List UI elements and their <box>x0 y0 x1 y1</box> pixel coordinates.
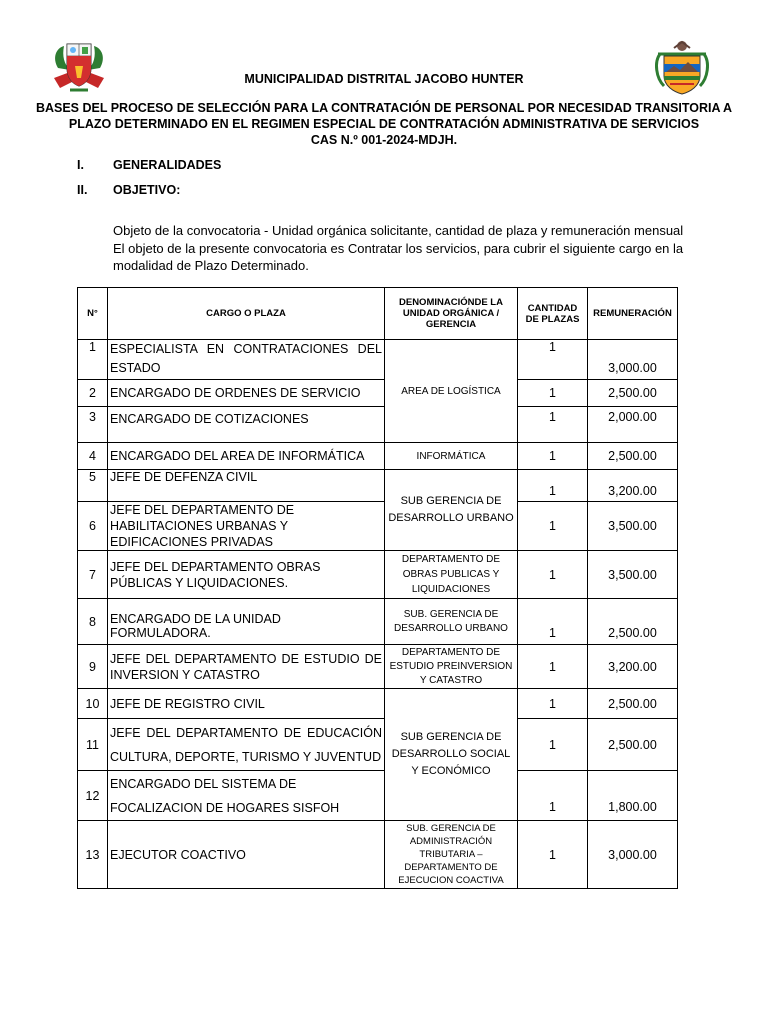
row-unidad: SUB. GERENCIA DE DESARROLLO URBANO <box>385 599 518 645</box>
row-number: 13 <box>78 821 108 889</box>
table-row <box>78 380 678 407</box>
row-unidad: SUB. GERENCIA DE ADMINISTRACIÓN TRIBUTARIA – DEPARTAMENTO DE EJECUCION COACTIVA <box>385 821 518 889</box>
row-cargo: ESPECIALISTA EN CONTRATACIONES DEL ESTADO <box>108 340 385 380</box>
row-number: 10 <box>78 689 108 719</box>
row-number: 4 <box>78 443 108 470</box>
table-row <box>78 719 678 771</box>
row-remuneracion: 3,000.00 <box>588 340 678 380</box>
table-row <box>78 502 678 551</box>
row-number: 11 <box>78 719 108 771</box>
row-remuneracion: 3,000.00 <box>588 821 678 889</box>
row-cantidad: 1 <box>518 719 588 771</box>
header-unidad: DENOMINACIÓNDE LA UNIDAD ORGÁNICA / GERENCIA <box>385 288 518 340</box>
title-line: BASES DEL PROCESO DE SELECCIÓN PARA LA CONTRATACIÓN DE PERSONAL POR NECESIDAD TRANSITORIA A <box>35 101 733 115</box>
header-num: N° <box>78 288 108 340</box>
row-number: 5 <box>78 470 108 502</box>
peru-coat-of-arms-logo <box>50 38 108 96</box>
row-remuneracion: 2,000.00 <box>588 407 678 443</box>
row-cantidad: 1 <box>518 380 588 407</box>
row-cargo: ENCARGADO DE COTIZACIONES <box>108 407 385 443</box>
title-line: CAS N.º 001-2024-MDJH. <box>310 133 458 147</box>
paragraph-line: modalidad de Plazo Determinado. <box>113 258 309 273</box>
table-row <box>78 443 678 470</box>
row-remuneracion: 2,500.00 <box>588 719 678 771</box>
row-cargo: ENCARGADO DE ORDENES DE SERVICIO <box>108 380 385 407</box>
table-row <box>78 599 678 645</box>
row-number: 6 <box>78 502 108 551</box>
row-remuneracion: 3,500.00 <box>588 551 678 599</box>
section-heading: GENERALIDADES <box>113 158 222 172</box>
row-unidad: DEPARTAMENTO DE OBRAS PUBLICAS Y LIQUIDACIONES <box>385 551 518 599</box>
row-number: 3 <box>78 407 108 443</box>
row-unidad: INFORMÁTICA <box>385 443 518 470</box>
header-cargo: CARGO O PLAZA <box>108 288 385 340</box>
section-number: II. <box>77 183 88 197</box>
row-number: 9 <box>78 645 108 689</box>
row-unidad: AREA DE LOGÍSTICA <box>385 340 518 443</box>
title-line: PLAZO DETERMINADO EN EL REGIMEN ESPECIAL DE CONTRATACIÓN ADMINISTRATIVA DE SERVICIOS <box>68 117 700 131</box>
row-cargo: EJECUTOR COACTIVO <box>108 821 385 889</box>
row-cantidad: 1 <box>518 599 588 645</box>
row-cantidad: 1 <box>518 407 588 443</box>
row-remuneracion: 2,500.00 <box>588 599 678 645</box>
row-remuneracion: 1,800.00 <box>588 771 678 821</box>
row-cargo: ENCARGADO DE LA UNIDAD FORMULADORA. <box>108 599 385 645</box>
row-cantidad: 1 <box>518 502 588 551</box>
table-header-row <box>78 288 678 340</box>
row-number: 2 <box>78 380 108 407</box>
row-cantidad: 1 <box>518 340 588 380</box>
section-number: I. <box>77 158 84 172</box>
municipality-name: MUNICIPALIDAD DISTRITAL JACOBO HUNTER <box>244 72 524 86</box>
row-number: 1 <box>78 340 108 380</box>
row-cargo: JEFE DEL DEPARTAMENTO DE HABILITACIONES URBANAS Y EDIFICACIONES PRIVADAS <box>108 502 385 551</box>
row-unidad: SUB GERENCIA DE DESARROLLO SOCIAL Y ECONÓMICO <box>385 689 518 821</box>
document-title <box>0 100 768 148</box>
row-number: 12 <box>78 771 108 821</box>
row-cantidad: 1 <box>518 689 588 719</box>
row-cantidad: 1 <box>518 771 588 821</box>
row-remuneracion: 3,500.00 <box>588 502 678 551</box>
row-remuneracion: 2,500.00 <box>588 380 678 407</box>
table-row <box>78 821 678 889</box>
row-remuneracion: 2,500.00 <box>588 443 678 470</box>
row-unidad: DEPARTAMENTO DE ESTUDIO PREINVERSION Y CATASTRO <box>385 645 518 689</box>
district-shield-logo <box>652 38 712 98</box>
row-cantidad: 1 <box>518 551 588 599</box>
table-row <box>78 551 678 599</box>
paragraph-line: El objeto de la presente convocatoria es Contratar los servicios, para cubrir el siguiente cargo en la <box>113 240 684 256</box>
row-cargo: JEFE DEL DEPARTAMENTO OBRAS PÚBLICAS Y LIQUIDACIONES. <box>108 551 385 599</box>
table-row <box>78 470 678 502</box>
row-cantidad: 1 <box>518 470 588 502</box>
positions-table <box>77 287 678 889</box>
row-cargo: JEFE DE DEFENZA CIVIL <box>108 470 385 502</box>
table-row <box>78 645 678 689</box>
row-cargo: ENCARGADO DEL SISTEMA DE FOCALIZACION DE HOGARES SISFOH <box>108 771 385 821</box>
row-cargo: JEFE DEL DEPARTAMENTO DE ESTUDIO DE INVERSION Y CATASTRO <box>108 645 385 689</box>
row-cantidad: 1 <box>518 645 588 689</box>
row-unidad: SUB GERENCIA DE DESARROLLO URBANO <box>385 470 518 551</box>
header-cantidad: CANTIDAD DE PLAZAS <box>518 288 588 340</box>
paragraph-line: Objeto de la convocatoria - Unidad orgánica solicitante, cantidad de plaza y remuneración mensual <box>113 223 684 238</box>
section-heading: OBJETIVO: <box>113 183 181 197</box>
row-cargo: ENCARGADO DEL AREA DE INFORMÁTICA <box>108 443 385 470</box>
row-cargo: JEFE DEL DEPARTAMENTO DE EDUCACIÓN CULTURA, DEPORTE, TURISMO Y JUVENTUD <box>108 719 385 771</box>
objective-paragraph <box>113 222 713 275</box>
row-cargo: JEFE DE REGISTRO CIVIL <box>108 689 385 719</box>
table-row <box>78 771 678 821</box>
table-row <box>78 407 678 443</box>
row-number: 8 <box>78 599 108 645</box>
row-remuneracion: 3,200.00 <box>588 470 678 502</box>
row-remuneracion: 3,200.00 <box>588 645 678 689</box>
table-row <box>78 340 678 380</box>
header-remuneracion: REMUNERACIÓN <box>588 288 678 340</box>
table-row <box>78 689 678 719</box>
row-remuneracion: 2,500.00 <box>588 689 678 719</box>
row-cantidad: 1 <box>518 443 588 470</box>
row-number: 7 <box>78 551 108 599</box>
row-cantidad: 1 <box>518 821 588 889</box>
